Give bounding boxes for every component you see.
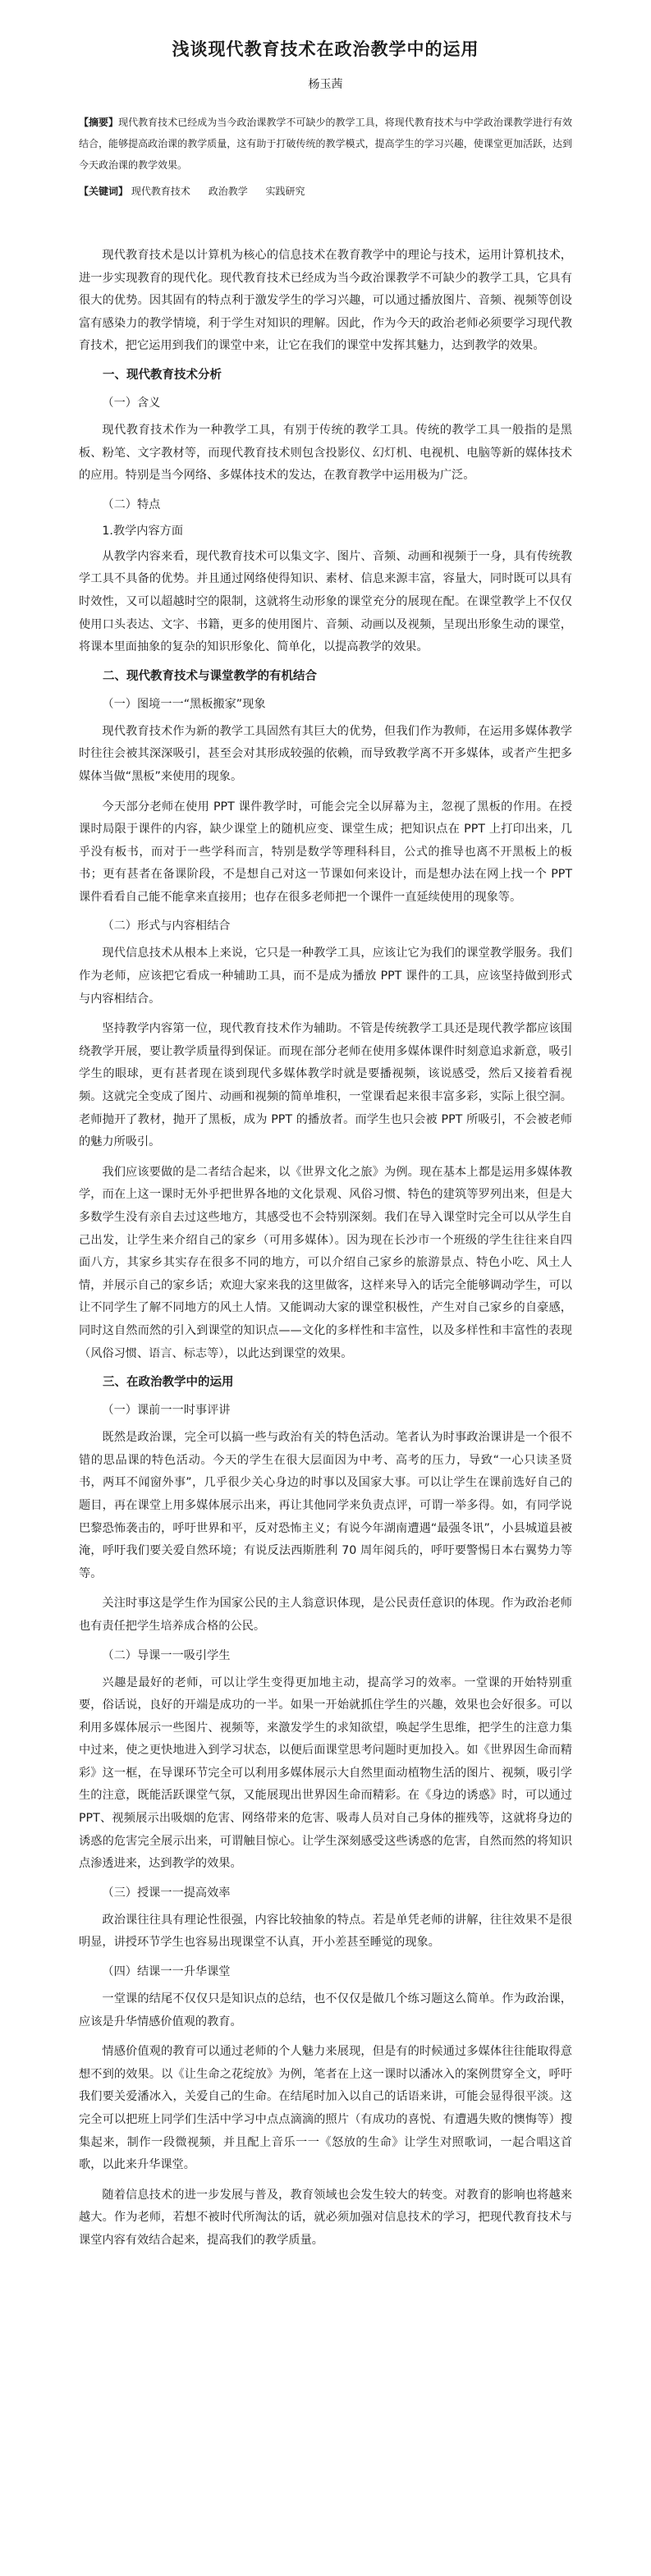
body-paragraph: 坚持教学内容第一位，现代教育技术作为辅助。不管是传统教学工具还是现代教学都应该围绕教学开展，要让教学质量得到保证。而现在部分老师在使用多媒体课件时刻意追求新意，吸引学生的眼球，更有甚者现在谈到现代多媒体教学时就是要播视频，该说感受，然后又接着看视频。这就完全变成了图片、动画和视频的简单堆积，一堂课看起来很丰富多彩，实际上很空洞。老师抛开了教材，抛开了黑板，成为 PPT 的播放者。而学生也只会被 PPT 所吸引，不会被老师的魅力所吸引。 (79, 1022, 572, 1149)
body-paragraph: 兴趣是最好的老师，可以让学生变得更加地主动，提高学习的效率。一堂课的开始特别重要，俗话说，良好的开端是成功的一半。如果一开始就抓住学生的兴趣，效果也会好很多。可以利用多媒体展示一些图片、视频等，来激发学生的求知欲望，唤起学生思维，把学生的注意力集中过来，使之更快地进入到学习状态，以便后面课堂思考问题时更加投入。如《世界因生命而精彩》这一框，在导课环节完全可以利用多媒体展示大自然里面动植物生活的图片、视频，吸引学生的注意，既能活跃课堂气氛，又能展现出世界因生命而精彩。在《身边的诱惑》时，可以通过 PPT、视频展示出吸烟的危害、网络带来的危害、吸毒人员对自己身体的摧残等，这就将身边的诱惑的危害完全展示出来，可谓触目惊心。让学生深刻感受这些诱惑的危害，自然而然的将知识点渗透进来，达到教学的效果。 (79, 1675, 572, 1871)
body-paragraph: 情感价值观的教育可以通过老师的个人魅力来展现，但是有的时候通过多媒体往往能取得意想不到的效果。以《让生命之花绽放》为例，笔者在上这一课时以潘冰入的案例贯穿全文，呼吁我们要关爱潘冰入，关爱自己的生命。在结尾时加入以自己的话语来讲，可能会显得很平淡。这完全可以把班上同学们生活中学习中点点滴滴的照片（有成功的喜悦、有遭遇失败的懊悔等）搜集起来，制作一段微视频，并且配上音乐一一《怒放的生命》让学生对照歌词，一起合唱这首歌，以此来升华课堂。 (79, 2045, 572, 2172)
subsection-heading: （二）导课一一吸引学生 (102, 1648, 231, 1662)
abstract-text: 现代教育技术已经成为当今政治课教学不可缺少的教学工具，将现代教育技术与中学政治课教学进行有效结合，能够提高政治课的教学质量，这有助于打破传统的教学模式，提高学生的学习兴趣，使课堂更加活跃，达到今天政治课的教学效果。 (79, 117, 572, 171)
article-title: 浅谈现代教育技术在政治教学中的运用 (172, 39, 479, 59)
body-paragraph: 一堂课的结尾不仅仅只是知识点的总结，也不仅仅是做几个练习题这么简单。作为政治课，应该是升华情感价值观的教育。 (79, 1992, 572, 2028)
body-paragraph: 现代教育技术作为一种教学工具，有别于传统的教学工具。传统的教学工具一般指的是黑板、粉笔、文字教材等，而现代教育技术则包含投影仪、幻灯机、电视机、电脑等新的媒体技术的应用。特别是当今网络、多媒体技术的发达，在教育教学中运用极为广泛。 (79, 423, 572, 483)
body-paragraph: 现代教育技术作为新的教学工具固然有其巨大的优势，但我们作为教师，在运用多媒体教学时往往会被其深深吸引，甚至会对其形成较强的依赖，而导致教学离不开多媒体，或者产生把多媒体当做“黑板”来使用的现象。 (79, 724, 572, 783)
subsection-heading: （二）形式与内容相结合 (102, 919, 231, 933)
body-paragraph: 从教学内容来看，现代教育技术可以集文字、图片、音频、动画和视频于一身，具有传统教学工具不具备的优势。并且通过网络使得知识、素材、信息来源丰富，容量大，同时既可以具有时效性，又可以超越时空的限制，这就将生动形象的课堂充分的展现在配。在课堂教学上不仅仅使用口头表达、文字、书籍，更多的使用图片、音频、动画以及视频，呈现出形象生动的课堂，将课本里面抽象的复杂的知识形象化、简单化，以提高教学的效果。 (79, 549, 572, 654)
subsection-heading: （一）含义 (102, 396, 161, 410)
body-paragraph: 我们应该要做的是二者结合起来，以《世界文化之旅》为例。现在基本上都是运用多媒体教学，而在上这一课时无外乎把世界各地的文化景观、风俗习惯、特色的建筑等罗列出来，但是大多数学生没有亲自去过这些地方，其感受也不会特别深刻。我们在导入课堂时完全可以从学生自己出发，让学生来介绍自己的家乡（可用多媒体）。因为现在长沙市一个班级的学生往往来自四面八方，其家乡其实存在很多不同的地方，可以介绍自己家乡的旅游景点、特色小吃、风土人情，并展示自己的家乡话；欢迎大家来我的这里做客，这样来导入的话完全能够调动学生，可以让不同学生了解不同地方的风土人情。又能调动大家的课堂积极性，产生对自己家乡的自豪感，同时这自然而然的引入到课堂的知识点——文化的多样性和丰富性，以及多样性和丰富性的表现（风俗习惯、语言、标志等），以此达到课堂的效果。 (79, 1165, 572, 1360)
subsection-heading: （三）授课一一提高效率 (102, 1886, 231, 1900)
keyword: 政治教学 (208, 186, 248, 197)
author-name: 杨玉茜 (308, 78, 343, 91)
section-heading: 三、在政治教学中的运用 (103, 1376, 234, 1390)
keyword: 实践研究 (265, 186, 305, 197)
section-heading: 二、现代教育技术与课堂教学的有机结合 (103, 669, 317, 683)
body-paragraph: 既然是政治课，完全可以搞一些与政治有关的特色活动。笔者认为时事政治课讲是一个很不错的思品课的特色活动。今天的学生在很大层面因为中考、高考的压力，导致“一心只读圣贤书，两耳不闻窗外事”，几乎很少关心身边的时事以及国家大事。可以让学生在课前选好自己的题目，再在课堂上用多媒体展示出来，再让其他同学来负责点评，可谓一举多得。如，有同学说巴黎恐怖袭击的，呼吁世界和平，反对恐怖主义；有说今年湖南遭遇“最强冬讯”，小县城道县被淹，呼吁我们要关爱自然环境；有说反法西斯胜利 70 周年阅兵的，呼吁要警惕日本右翼势力等等。 (79, 1431, 572, 1580)
subsection-heading: （四）结课一一升华课堂 (102, 1965, 231, 1979)
subsection-heading: （一）课前一一时事评讲 (102, 1404, 231, 1418)
keyword: 现代教育技术 (131, 186, 190, 197)
subsection-heading: （一）图境一一“黑板搬家”现象 (102, 697, 266, 711)
minor-heading: 1.教学内容方面 (102, 524, 184, 538)
body-paragraph: 今天部分老师在使用 PPT 课件教学时，可能会完全以屏幕为主，忽视了黑板的作用。在授课时局限于课件的内容，缺少课堂上的随机应变、课堂生成；把知识点在 PPT 上打印出来，几乎没有板书，而对于一些学科而言，特别是数学等理科科目，公式的推导也离不开黑板上的板书；更有甚者在备课阶段，不是想自己对这一节课如何来设计，而是想办法在网上找一个 PPT 课件看看自己能不能拿来直接用；也存在很多老师把一个课件一直延续使用的现象等。 (79, 800, 572, 904)
abstract (79, 112, 572, 176)
intro-paragraph: 现代教育技术是以计算机为核心的信息技术在教育教学中的理论与技术，运用计算机技术，进一步实现教育的现代化。现代教育技术已经成为当今政治课教学不可缺少的教学工具，它具有很大的优势。因其固有的特点利于激发学生的学习兴趣，可以通过播放图片、音频、视频等创设富有感染力的教学情境，利于学生对知识的理解。因此，作为今天的政治老师必须要学习现代教育技术，把它运用到我们的课堂中来，让它在我们的课堂中发挥其魅力，达到教学的效果。 (79, 249, 572, 353)
body-paragraph: 政治课往往具有理论性很强，内容比较抽象的特点。若是单凭老师的讲解，往往效果不是很明显，讲授环节学生也容易出现课堂不认真，开小差甚至睡觉的现象。 (79, 1913, 572, 1950)
body-paragraph: 关注时事这是学生作为国家公民的主人翁意识体现，是公民责任意识的体现。作为政治老师也有责任把学生培养成合格的公民。 (79, 1597, 572, 1633)
abstract-label: 【摘要】 (79, 117, 119, 128)
section-heading: 一、现代教育技术分析 (103, 368, 222, 382)
keywords-label: 【关键词】 (79, 186, 129, 197)
body-paragraph: 现代信息技术从根本上来说，它只是一种教学工具，应该让它为我们的课堂教学服务。我们作为老师，应该把它看成一种辅助工具，而不是成为播放 PPT 课件的工具，应该坚持做到形式与内容相结合。 (79, 947, 572, 1006)
conclusion-paragraph: 随着信息技术的进一步发展与普及，教育领域也会发生较大的转变。对教育的影响也将越来越大。作为老师，若想不被时代所淘汰的话，就必须加强对信息技术的学习，把现代教育技术与课堂内容有效结合起来，提高我们的教学质量。 (79, 2188, 572, 2247)
subsection-heading: （二）特点 (102, 497, 161, 511)
keywords (79, 181, 572, 202)
